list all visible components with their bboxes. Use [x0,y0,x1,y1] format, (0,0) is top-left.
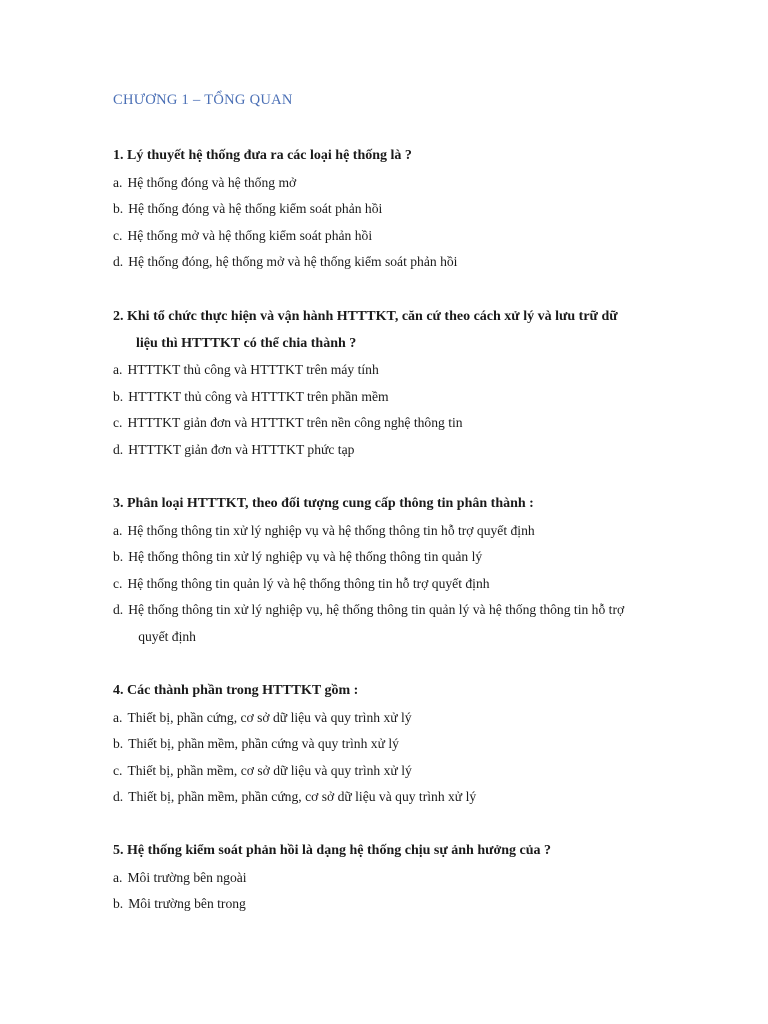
question-2 [113,304,693,463]
option-b: b. Hệ thống đóng và hệ thống kiểm soát phản hồi [113,201,383,217]
option-c: c. Hệ thống mở và hệ thống kiểm soát phản hồi [113,227,373,243]
option-b: b. Hệ thống thông tin xử lý nghiệp vụ và hệ thống thông tin quản lý [113,549,483,565]
question-text: 1. Lý thuyết hệ thống đưa ra các loại hệ thống là ? [113,148,412,163]
option-c: c. HTTTKT giản đơn và HTTTKT trên nền công nghệ thông tin [113,415,463,431]
question-4 [113,678,693,811]
option-a: a. Môi trường bên ngoài [113,869,247,885]
question-text: 3. Phân loại HTTTKT, theo đối tượng cung cấp thông tin phân thành : [113,496,534,511]
question-1 [113,143,693,276]
option-a: a. Hệ thống đóng và hệ thống mở [113,174,297,190]
option-list [113,357,693,463]
option-c: c. Hệ thống thông tin quản lý và hệ thống thông tin hỗ trợ quyết định [113,575,490,591]
option-list [113,865,693,918]
option-b: b. HTTTKT thủ công và HTTTKT trên phần mềm [113,388,389,404]
question-3 [113,491,693,650]
question-text: 2. Khi tổ chức thực hiện và vận hành HTTTKT, căn cứ theo cách xử lý và lưu trữ dữ liệu thì HTTTKT có thể chia thành ? [113,309,618,351]
question-5 [113,838,693,918]
option-a: a. HTTTKT thủ công và HTTTKT trên máy tính [113,362,379,377]
option-b: b. Thiết bị, phần mềm, phần cứng và quy trình xử lý [113,736,399,752]
option-a: a. Thiết bị, phần cứng, cơ sở dữ liệu và quy trình xử lý [113,709,412,725]
option-list [113,705,693,811]
option-b: b. Môi trường bên trong [113,896,246,912]
question-text: 5. Hệ thống kiểm soát phản hồi là dạng hệ thống chịu sự ảnh hưởng của ? [113,843,552,858]
option-list [113,170,693,276]
option-d: d. HTTTKT giản đơn và HTTTKT phức tạp [113,441,355,457]
question-text: 4. Các thành phần trong HTTTKT gồm : [113,683,359,698]
option-d: d. Thiết bị, phần mềm, phần cứng, cơ sở dữ liệu và quy trình xử lý [113,789,477,805]
option-d: d. Hệ thống đóng, hệ thống mở và hệ thống kiểm soát phản hồi [113,254,458,270]
option-d: d. Hệ thống thông tin xử lý nghiệp vụ, hệ thống thông tin quản lý và hệ thống thông tin hỗ trợ quyết định [113,602,625,644]
option-list [113,518,693,651]
chapter-title: CHƯƠNG 1 – TỔNG QUAN [113,92,293,108]
option-c: c. Thiết bị, phần mềm, cơ sở dữ liệu và quy trình xử lý [113,762,412,778]
option-a: a. Hệ thống thông tin xử lý nghiệp vụ và hệ thống thông tin hỗ trợ quyết định [113,522,535,538]
